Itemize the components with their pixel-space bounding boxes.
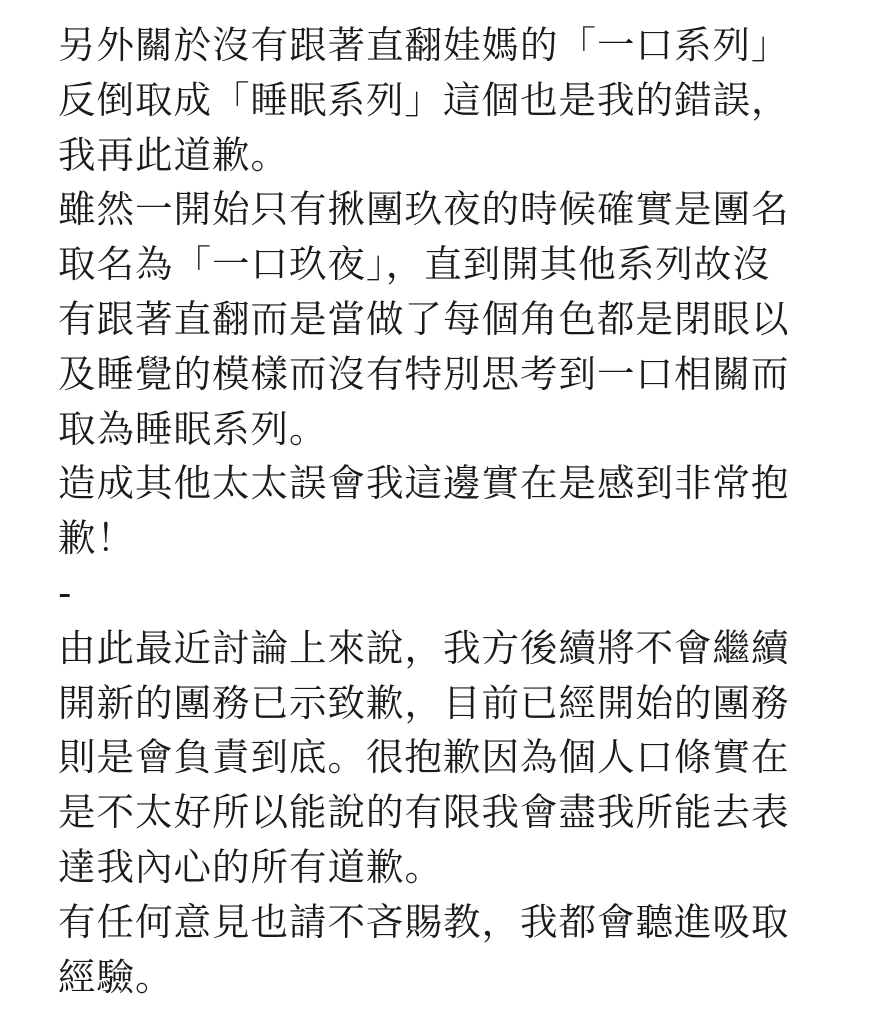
text-line: 開新的團務已示致歉，目前已經開始的團務	[58, 680, 790, 725]
text-line: 則是會負責到底。很抱歉因為個人口條實在	[58, 735, 790, 780]
text-line: 歉！	[58, 516, 135, 561]
text-line: 我再此道歉。	[58, 132, 289, 177]
separator-dash: -	[58, 570, 73, 615]
text-line: 有跟著直翻而是當做了每個角色都是閉眼以	[58, 296, 790, 341]
text-line: 反倒取成「睡眠系列」這個也是我的錯誤，	[58, 77, 790, 122]
text-line: 有任何意見也請不吝賜教，我都會聽進吸取	[58, 899, 790, 944]
text-line: 取名為「一口玖夜」，直到開其他系列故沒	[58, 242, 771, 287]
text-line: 達我內心的所有道歉。	[58, 844, 443, 889]
text-line: 是不太好所以能說的有限我會盡我所能去表	[58, 790, 790, 835]
text-line: 由此最近討論上來說，我方後續將不會繼續	[58, 625, 790, 670]
text-line: 取為睡眠系列。	[58, 406, 328, 451]
text-line: 及睡覺的模樣而沒有特別思考到一口相關而	[58, 351, 790, 396]
text-line: 另外關於沒有跟著直翻娃媽的「一口系列」	[58, 23, 790, 67]
text-line: 造成其他太太誤會我這邊實在是感到非常抱	[58, 461, 790, 506]
text-line: 經驗。	[58, 954, 174, 999]
text-line: 雖然一開始只有揪團玖夜的時候確實是團名	[58, 187, 790, 232]
